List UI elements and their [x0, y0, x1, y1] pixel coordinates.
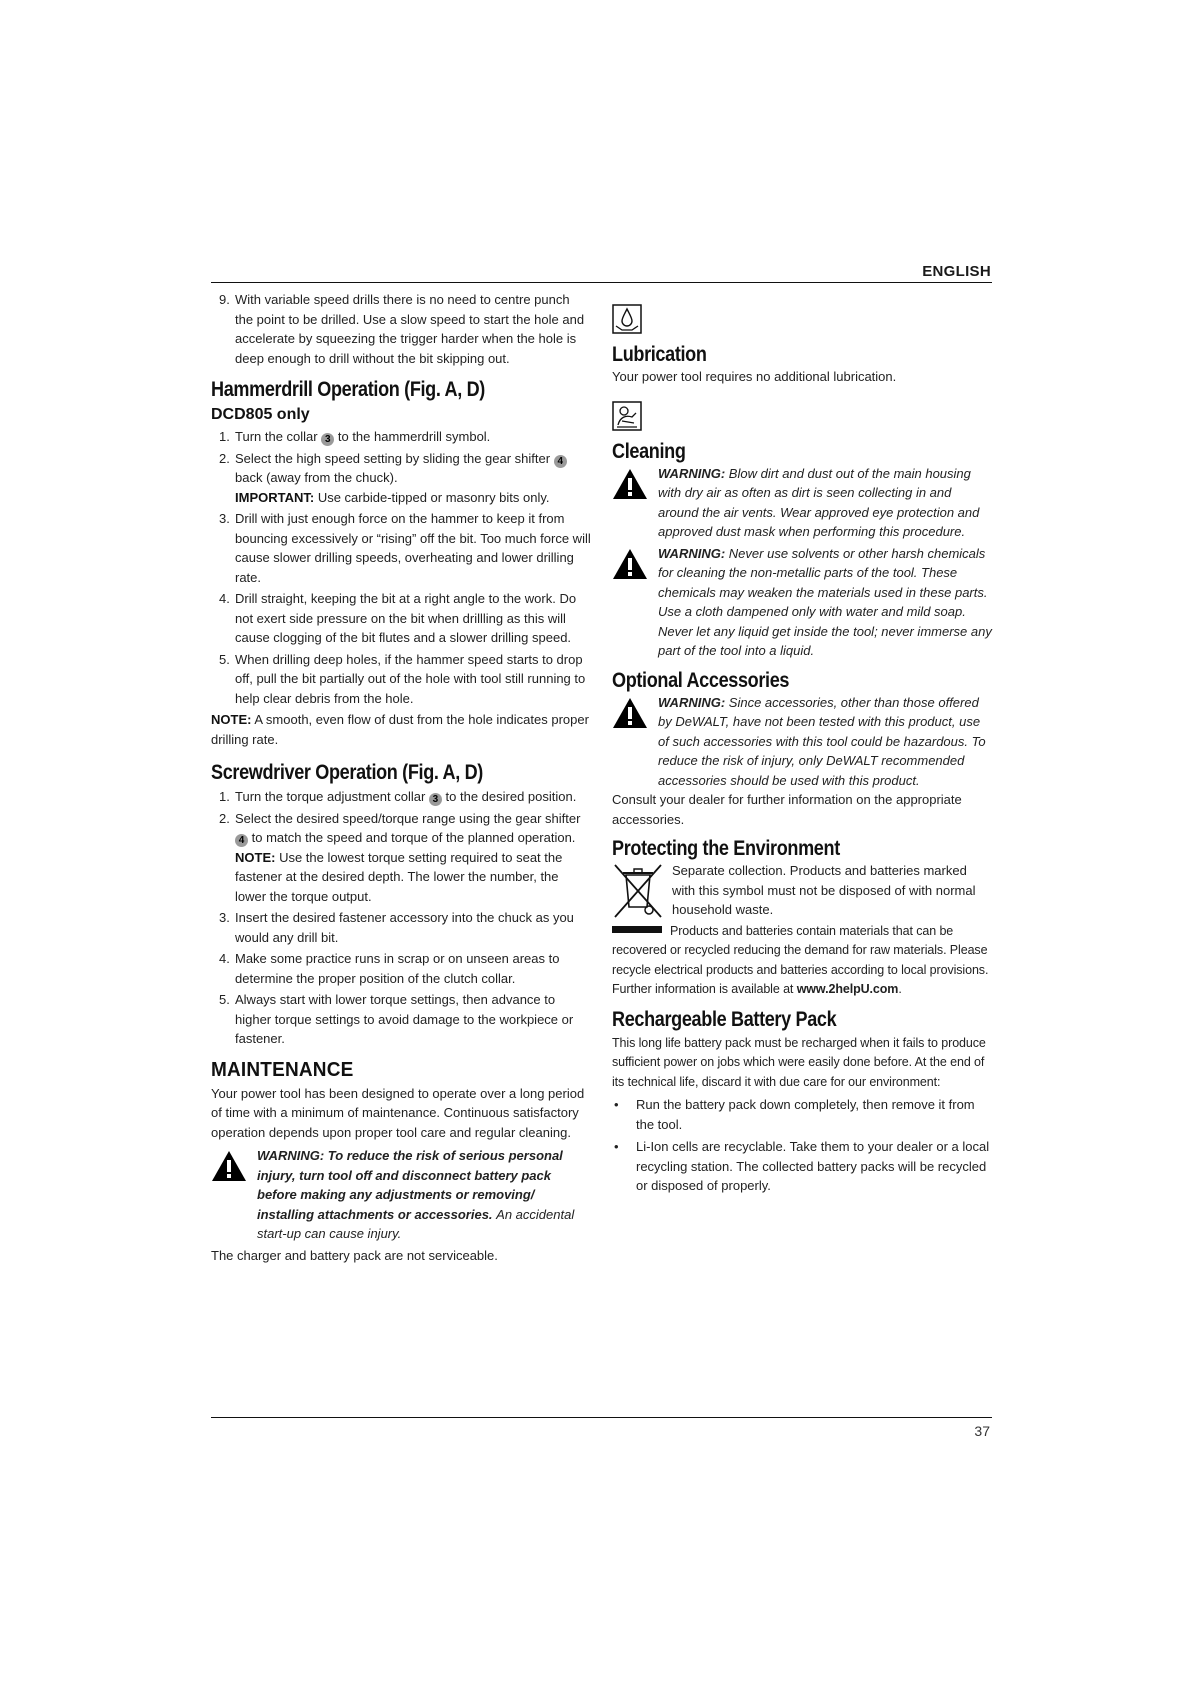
oil-drop-icon	[612, 304, 642, 334]
battery-bullet-2	[612, 1137, 992, 1196]
step-text: Insert the desired fastener accessory into the chuck as you would any drill bit.	[235, 910, 574, 945]
maintenance-heading: MAINTENANCE	[211, 1058, 354, 1081]
cleaning-warning-1	[612, 464, 992, 542]
screw-step-2	[211, 809, 591, 907]
step-text: When drilling deep holes, if the hammer speed starts to drop off, pull the bit partially out of the hole with tool still running to help clear debris from the hole.	[235, 651, 586, 706]
lubrication-heading: Lubrication	[612, 343, 707, 366]
note-label: NOTE:	[211, 712, 252, 727]
warning-triangle-icon	[612, 548, 648, 580]
right-column	[612, 290, 992, 1196]
hammer-step-5	[211, 650, 591, 709]
separate-text: Separate collection. Products and batteries marked with this symbol must not be disposed of with normal household waste.	[672, 863, 976, 917]
step-text: to match the speed and torque of the planned operation.	[251, 830, 576, 845]
step-number: 1.	[219, 789, 230, 804]
warning-label: WARNING:	[658, 694, 726, 710]
maintenance-body: Your power tool has been designed to operate over a long period of time with a minimum of maintenance. Continuous satisfactory operation depends upon proper tool care and regular cleaning.	[211, 1085, 585, 1140]
step-number: 3.	[219, 910, 230, 925]
battery-bullet-1	[612, 1095, 992, 1134]
step-number: 3.	[219, 511, 230, 526]
step-text: Select the high speed setting by sliding the gear shifter	[235, 450, 551, 466]
note-label: NOTE:	[235, 849, 276, 865]
battery-heading: Rechargeable Battery Pack	[612, 1007, 837, 1031]
accessories-warning	[612, 693, 992, 791]
callout-3-icon: 3	[321, 433, 334, 446]
warning-text-bold: WARNING: To reduce the risk of serious personal injury, turn tool off and disconnect battery pack before making any adjustments or removing/ installing attachments or accessories.	[257, 1148, 563, 1222]
step-number: 5.	[219, 992, 230, 1007]
callout-4-icon: 4	[235, 834, 248, 847]
bullet-text: Run the battery pack down completely, then remove it from the tool.	[636, 1097, 975, 1132]
hammer-note	[211, 710, 591, 749]
warning-label: WARNING:	[658, 465, 726, 481]
step-number: 2.	[219, 810, 230, 826]
step-9	[211, 290, 591, 368]
step-text: With variable speed drills there is no need to centre punch the point to be drilled. Use a slow speed to start the hole and accelerate by squeezing the trigger harder when the hole is deep enough to drill without the bit skipping out.	[235, 292, 585, 366]
left-column	[211, 290, 591, 1265]
step-text: Select the desired speed/torque range using the gear shifter	[235, 810, 581, 826]
warning-triangle-icon	[211, 1150, 247, 1182]
screw-step-1	[211, 787, 591, 807]
maintenance-footer: The charger and battery pack are not serviceable.	[211, 1247, 498, 1263]
step-text: back (away from the chuck).	[235, 470, 398, 485]
dcd805-subheading: DCD805 only	[211, 406, 310, 423]
step-text: Drill straight, keeping the bit at a right angle to the work. Do not exert side pressure on the bit when drillling as this will cause clogging of the bit flutes and a slower drilling speed.	[235, 591, 577, 645]
hammer-step-2	[211, 449, 591, 508]
battery-body: This long life battery pack must be recharged when it fails to produce sufficient power on jobs which were easily done before. At the end of its technical life, discard it with due care for our environment:	[612, 1035, 986, 1089]
crossed-bin-icon	[612, 863, 664, 919]
note-text: Use the lowest torque setting required to seat the fastener at the desired depth. The lower the number, the lower the torque output.	[235, 849, 563, 904]
warning-triangle-icon	[612, 697, 648, 729]
language-label: ENGLISH	[922, 263, 991, 280]
step-number: 2.	[219, 450, 230, 466]
footer-rule	[211, 1417, 992, 1418]
screw-step-5	[211, 990, 591, 1049]
hammer-step-1	[211, 427, 591, 447]
step-text: to the desired position.	[445, 789, 577, 804]
warning-text: Since accessories, other than those offered by DeWALT, have not been tested with this product, use of such accessories with this tool could be hazardous. To reduce the risk of injury, only DeWALT recommended accessories should be used with this product.	[658, 694, 986, 788]
maintenance-warning	[211, 1146, 591, 1244]
warning-text: Never use solvents or other harsh chemicals for cleaning the non-metallic parts of the tool. These chemicals may weaken the materials used in these parts. Use a cloth dampened only with water and mild soap. Never let any liquid get inside the tool; never immerse any part of the tool into a liquid.	[658, 545, 992, 658]
callout-4-icon: 4	[554, 455, 567, 468]
step-number: 4.	[219, 591, 230, 606]
warning-triangle-icon	[612, 468, 648, 500]
period: .	[898, 982, 902, 996]
step-number: 1.	[219, 429, 230, 444]
step-number: 4.	[219, 951, 230, 966]
accessories-consult: Consult your dealer for further information on the appropriate accessories.	[612, 792, 962, 827]
recycle-text	[612, 922, 992, 1000]
cleaning-icon	[612, 401, 642, 431]
screwdriver-heading: Screwdriver Operation (Fig. A, D)	[211, 761, 483, 784]
important-text: Use carbide-tipped or masonry bits only.	[317, 489, 550, 505]
screw-step-3	[211, 908, 591, 947]
step-text: Drill with just enough force on the hammer to keep it from bouncing excessively or “rising” off the bit. Too much force will cause slower drilling speeds, overheating and lower drilling rate.	[235, 511, 591, 585]
recover-text: Products and batteries contain materials that can be recovered or recycled reducing the demand for raw materials. Please recycle electrical products and batteries according to local provisions. Further information is available at	[612, 923, 989, 996]
warning-label: WARNING:	[658, 545, 726, 561]
screw-step-4	[211, 949, 591, 988]
cleaning-heading: Cleaning	[612, 439, 686, 463]
step-text: to the hammerdrill symbol.	[337, 429, 491, 444]
bullet-text: Li-Ion cells are recyclable. Take them to your dealer or a local recycling station. The collected battery packs will be recycled or disposed of properly.	[636, 1139, 990, 1193]
hammer-step-3	[211, 509, 591, 587]
step-number: 9.	[219, 292, 230, 307]
hammerdrill-heading: Hammerdrill Operation (Fig. A, D)	[211, 378, 485, 401]
step-text: Always start with lower torque settings, then advance to higher torque settings to avoid damage to the workpiece or fastener.	[235, 992, 574, 1046]
page-number: 37	[974, 1423, 990, 1439]
website-link[interactable]: www.2helpU.com	[796, 982, 899, 996]
bullet: •	[614, 1097, 619, 1112]
black-bar	[612, 926, 662, 933]
hammer-step-4	[211, 589, 591, 648]
accessories-heading: Optional Accessories	[612, 668, 790, 692]
step-text: Turn the collar	[235, 429, 318, 444]
separate-collection	[612, 861, 992, 920]
warning-text: An accidental start-up can cause injury.	[257, 1206, 575, 1241]
bullet: •	[614, 1139, 619, 1154]
warning-text: Blow dirt and dust out of the main housing with dry air as often as dirt is seen collecting in and around the air vents. Wear approved eye protection and approved dust mask when performing this procedure.	[658, 465, 980, 539]
step-number: 5.	[219, 651, 230, 667]
step-text: Turn the torque adjustment collar	[235, 789, 426, 804]
note-text: A smooth, even flow of dust from the hole indicates proper drilling rate.	[211, 712, 589, 747]
important-label: IMPORTANT:	[235, 489, 315, 505]
callout-3-icon: 3	[429, 793, 442, 806]
lubrication-text: Your power tool requires no additional lubrication.	[612, 369, 897, 384]
cleaning-warning-2	[612, 544, 992, 661]
step-text: Make some practice runs in scrap or on unseen areas to determine the proper position of the clutch collar.	[235, 951, 560, 986]
environment-heading: Protecting the Environment	[612, 837, 840, 860]
header-rule	[211, 282, 992, 283]
